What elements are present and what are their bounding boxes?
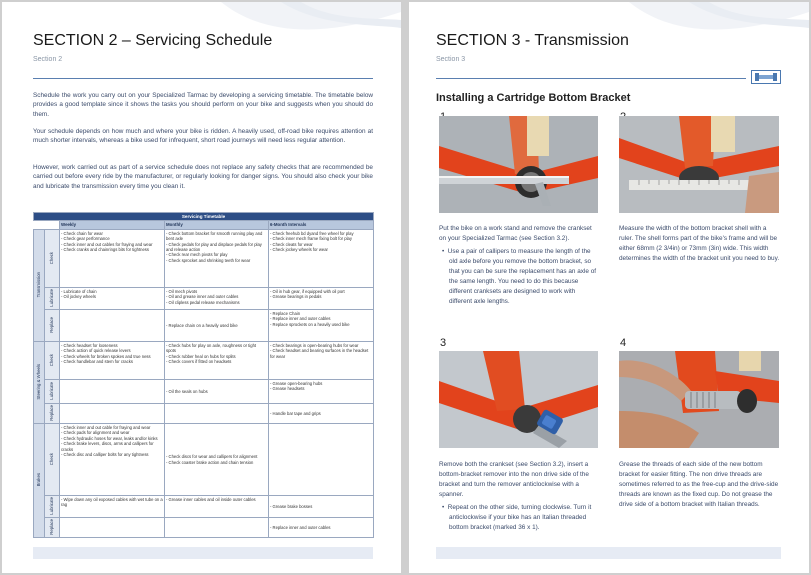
table-caption: Servicing Timetable: [34, 213, 374, 221]
bottom-bracket-icon: [751, 70, 781, 84]
left-page: [2, 2, 401, 573]
section-steering-wheels: Steering & Wheels: [36, 363, 42, 400]
table-cell: - Check bottom bracket for smooth running play and bent axle - Check pedals for play and displace pedals for play and release action - Check rear mech pivots for play - Check sprocket and shrinking teeth for wear: [166, 230, 263, 263]
col-six-month: 6-Month Intervals: [269, 221, 374, 229]
section-brakes: Brakes: [36, 473, 42, 487]
step-number: 3: [440, 337, 447, 349]
row-label-check: Check: [49, 251, 55, 264]
table-cell: - Replace inner and outer cables: [270, 525, 331, 531]
page-footer-bar: [436, 547, 781, 559]
page-subtitle: Section 2: [33, 56, 63, 63]
table-cell: - Check chain for wear - Check gear performance - Check inner and out cables for fraying and wear - Check cranks and chainrings bits for tightness: [61, 230, 153, 253]
schedule-paragraph: Your schedule depends on how much and where your bike is ridden. A heavily used, off-road bike requires attention at much shorter intervals, whereas a bike used for infrequent, short road journeys will need less regular attention.: [33, 128, 373, 145]
table-cell: - Replace Chain - Replace inner and outer cables - Replace sprockets on a heavily used bike: [270, 310, 350, 327]
row-label-replace: Replace: [49, 519, 55, 535]
title-rule: [33, 78, 373, 79]
step-2-instruction: Measure the width of the bottom bracket shell with a ruler. The shell forms part of the bike's frame and will be either 68mm (2 3/4in) or 73mm (3in) wide. This width determines the width of the bracket unit you need to buy.: [619, 225, 780, 262]
intro-paragraph: Schedule the work you carry out on your Specialized Tarmac by developing a servicing timetable. The timetable below provides a good template since it shows the tasks you should perform on your bike and suggests when you should do them.: [33, 92, 373, 118]
step-1-instruction: Put the bike on a work stand and remove the crankset on your Specialized Tarmac (see Section 3.2).: [439, 225, 592, 242]
table-cell: - Oil mech pivots - Oil and grease inner and outer cables - Oil clipless pedal release mechanisms: [166, 288, 240, 305]
step-3-photo: [439, 351, 598, 448]
table-cell: - Check discs for wear and callipers for alignment - Check coaster brake action and chain tension: [166, 454, 258, 465]
row-label-lubricate: Lubricate: [49, 497, 55, 515]
row-label-lubricate: Lubricate: [49, 381, 55, 400]
page-title: SECTION 3 - Transmission: [436, 32, 629, 49]
step-2-photo: [619, 116, 779, 213]
step-4-instruction: Grease the threads of each side of the new bottom bracket for easier fitting. The non drive threads are sometimes referred to as the free-cup and the drive-side threads are known as the fixed cup. Do not grease the drive side of a bottom bracket with Italian threads.: [619, 461, 779, 508]
table-cell: - Lubricate of chain - Oil jockey wheels: [61, 288, 97, 300]
table-cell: - Handle bar tape and grips: [270, 410, 321, 416]
table-cell: - Check bearings in open-bearing hubs for wear - Check headset and bearing surfaces in the headset for wear: [270, 342, 369, 359]
section-transmission: Transmission: [36, 271, 42, 298]
step-1-bullet-text: Use a pair of callipers to measure the length of the old axle before you remove the bottom bracket, so that you can be sure the replacement has an axle of the same length. You need to do this because different cranksets are designed to work with different axle lengths.: [447, 248, 597, 305]
step-2-text: [619, 224, 781, 264]
servicing-timetable: [33, 212, 374, 538]
table-cell: - Grease brake bosses: [270, 503, 313, 509]
step-3-instruction: Remove both the crankset (see Section 3.2), insert a bottom-bracket remover into the non drive side of the bracket and turn the remover anticlockwise with a spanner.: [439, 461, 589, 498]
col-weekly: Weekly: [60, 221, 165, 229]
page-footer-bar: [33, 547, 373, 559]
row-label-check: Check: [49, 452, 55, 465]
row-label-lubricate: Lubricate: [49, 288, 55, 307]
table-cell: - Replace chain on a heavily used bike: [166, 322, 238, 328]
section-heading: Installing a Cartridge Bottom Bracket: [436, 92, 631, 104]
page-title: SECTION 2 – Servicing Schedule: [33, 32, 273, 49]
col-monthly: Monthly: [165, 221, 269, 229]
table-cell: - Wipe down any oil exposed cables with wet tube on a rag: [61, 497, 163, 508]
step-1-photo: [439, 116, 598, 213]
table-cell: - Oil in hub gear, if equipped with oil port - Grease bearings in pedals: [270, 288, 345, 300]
row-label-replace: Replace: [49, 404, 55, 421]
step-3-text: [439, 460, 599, 533]
step-1-bullet: • Use a pair of callipers to measure the length of the old axle before you remove the bottom bracket, so that you can be sure the replacement has an axle of the same length. You need to do this because different cranksets are designed to work with different axle lengths.: [442, 248, 597, 305]
table-cell: - Check hubs for play on axle, roughness or tight spots - Check rubber heal on hubs for splits - Check covers if fitted on headsets: [166, 342, 257, 365]
step-4-photo: [619, 351, 779, 448]
table-cell: - Oil the seals on hubs: [166, 388, 208, 394]
row-label-replace: Replace: [49, 316, 55, 333]
step-4-text: [619, 460, 781, 510]
step-3-bullet-text: Repeat on the other side, turning clockwise. Turn it anticlockwise if your bike has an Italian threaded bottom bracket (marked 36 x 1).: [447, 504, 592, 531]
table-cell: - Check headset for looseness - Check action of quick release levers - Check wheels for broken spokes and true ness - Check handlebar and stem for cracks: [61, 342, 151, 365]
title-rule: [436, 78, 746, 79]
table-cell: - Check freehub bd dyand free wheel for play - Check inner mech frame fixing bolt for play - Check cleats for wear - Check jockey wheels for wear: [270, 230, 354, 253]
safety-paragraph: However, work carried out as part of a service schedule does not replace any safety checks that are recommended be carried out before every ride by the manufacturer, or regularly looking for danger signs. You should also check your bike and lubricate the transmission every time you clean it.: [33, 164, 373, 190]
right-page: [409, 2, 809, 573]
table-cell: - Check inner and out cable for fraying and wear - Check pads for alignment and wear - Check hydraulic hoses for wear, leaks and/or kinks - Check brake levers, discs, arms and callipers for cracks - Check disc and calliper bolts for any tightness: [61, 425, 158, 458]
step-number: 4: [620, 337, 627, 349]
step-3-bullet: • Repeat on the other side, turning clockwise. Turn it anticlockwise if your bike has an Italian threaded bottom bracket (marked 36 x 1).: [442, 504, 592, 531]
page-subtitle: Section 3: [436, 56, 466, 63]
row-label-check: Check: [49, 353, 55, 366]
step-1-text: [439, 224, 599, 307]
table-cell: - Grease open-bearing hubs - Grease headsets: [270, 380, 323, 392]
table-cell: - Grease inner cables and oil inside outer cables: [166, 497, 256, 503]
